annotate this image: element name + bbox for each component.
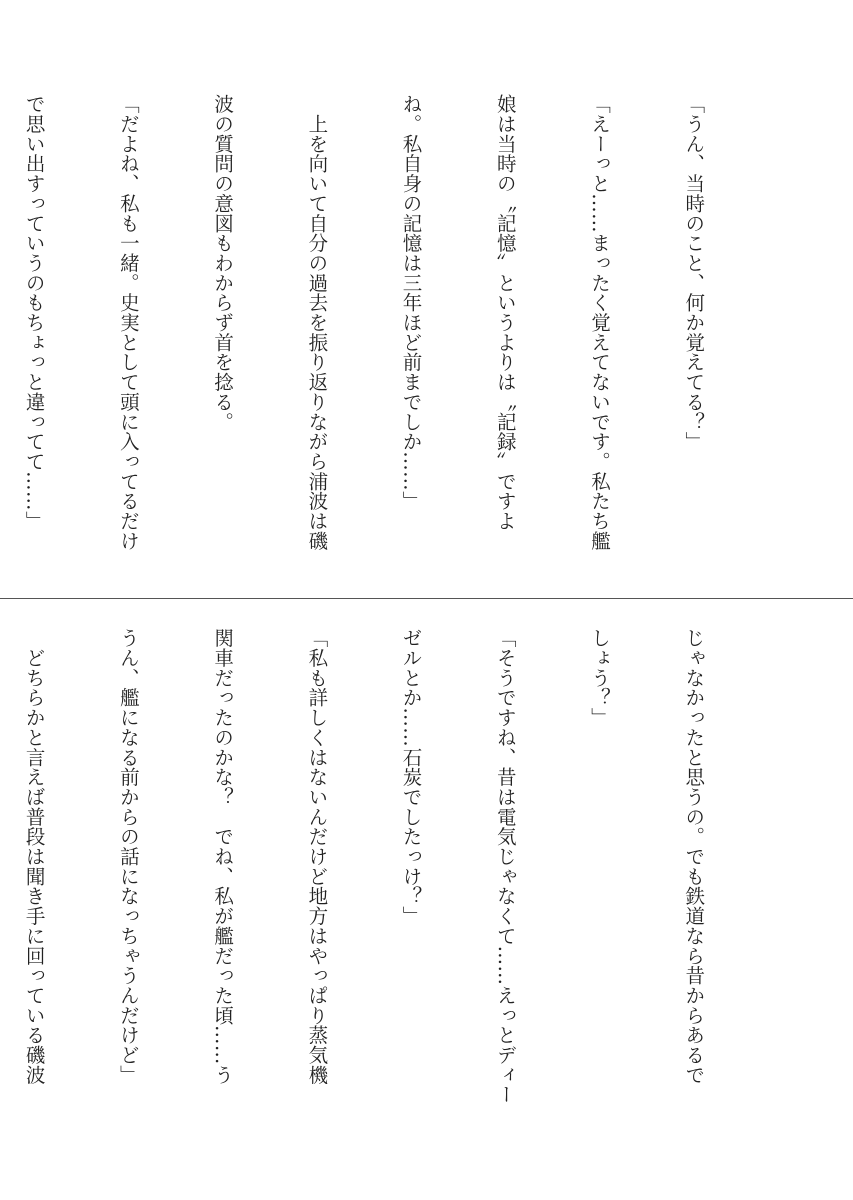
text-line: うん、艦になる前からの話になっちゃうんだけど」 [116,628,140,1085]
text-line: 上を向いて自分の過去を振り返りながら浦波は磯 [305,94,329,551]
text-line: しょう？」 [587,628,611,728]
text-line: どちらかと言えば普段は聞き手に回っている磯波 [22,628,46,1085]
text-line: 「そうですね、昔は電気じゃなくて……えっとディー [493,628,517,1105]
text-line: 波の質問の意図もわからず首を捻る。 [211,94,235,432]
text-line: ゼルとか……石炭でしたっけ？」 [399,628,423,926]
top-text-block [22,94,772,594]
text-line: 「えーっと……まったく覚えてないです。私たち艦 [587,94,611,551]
text-line: 「私も詳しくはないんだけど地方はやっぱり蒸気機 [305,628,329,1085]
text-line: 「うん、当時のこと、何か覚えてる？」 [682,94,706,452]
section-divider [0,598,853,599]
text-line: 娘は当時の〝記憶〟というよりは〝記録〟ですよ [493,94,517,531]
text-line: ね。私自身の記憶は三年ほど前までしか……」 [399,94,423,511]
text-line: 関車だったのかな？ でね、私が艦だった頃……う [211,628,235,1085]
text-line: 「だよね、私も一緒。史実として頭に入ってるだけ [116,94,140,551]
text-line: じゃなかったと思うの。でも鉄道なら昔からあるで [682,628,706,1085]
text-line: で思い出すっていうのもちょっと違ってて……」 [22,94,46,531]
bottom-text-block [22,628,772,1138]
